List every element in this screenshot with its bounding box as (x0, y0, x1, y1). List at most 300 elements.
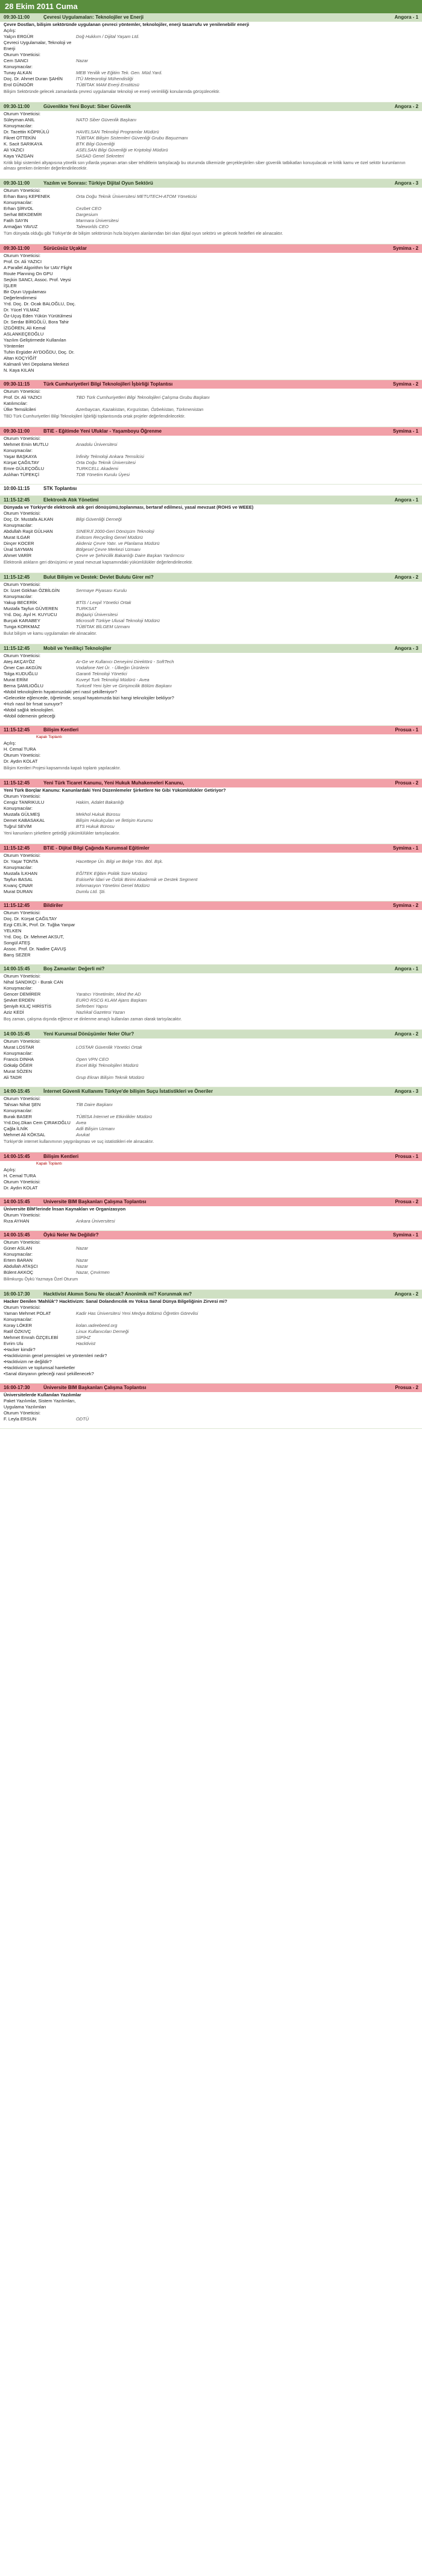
session-block (0, 496, 422, 573)
line-label: Cengiz TANRIKULU (4, 800, 45, 805)
line-value: Seferberi Yapısı (76, 1003, 109, 1009)
line-value: ASELSAN Bilgi Güvenliği ve Kriptoloji Müdürü (76, 147, 168, 153)
line-value (76, 582, 418, 588)
line-value: Boğaziçi Üniversitesi (76, 612, 118, 617)
session-line (0, 547, 422, 553)
session-line (0, 934, 422, 946)
line-value (76, 28, 418, 34)
session-title: Hacktivist Akımın Sonu Ne olacak? Anonimik mi? Korunmak mı? (43, 1291, 192, 1297)
line-label: Fatih SAYIN (4, 218, 28, 223)
line-value: Adli Bilişim Uzmanı (76, 1126, 115, 1131)
session-time: 11:15-12:45 (4, 497, 30, 503)
line-value (76, 1251, 418, 1258)
line-value: LOSTAR Güvenlik Yönetici Ortak (76, 1045, 142, 1050)
session-bar (0, 13, 422, 22)
line-label: Koray LÖKER (4, 1323, 33, 1328)
session-line (0, 218, 422, 224)
session-bullet: • Hacktivizm ve toplumsal hareketler (0, 1365, 422, 1371)
line-value: Avukat (76, 1132, 90, 1137)
line-value (76, 752, 418, 758)
line-value (76, 337, 418, 349)
session-line (0, 752, 422, 758)
session-time: 09:30-11:00 (4, 14, 30, 20)
session-title: Türk Cumhuriyetleri Bilgi Teknolojileri İşbirliği Toplantısı (43, 381, 173, 387)
line-value: Azerbaycan, Kazakistan, Kırgızistan, Özbekistan, Türkmenistan (76, 407, 204, 412)
line-label: Yaman Mehmet POLAT (4, 1311, 51, 1316)
line-label: Seçkin SANCI, Assoc. Prof. Veysi İŞLER (4, 277, 71, 288)
session-bar (0, 779, 422, 787)
line-label: Murat ILGAR (4, 535, 30, 540)
session-line (0, 853, 422, 859)
line-value (76, 1317, 418, 1323)
session-room: Prosua - 2 (395, 1199, 418, 1204)
session-line (0, 1069, 422, 1075)
session-line (0, 28, 422, 34)
session-line (0, 361, 422, 367)
session-line (0, 442, 422, 448)
line-label: Konuşmacılar: (4, 64, 33, 69)
session-bar (0, 1087, 422, 1096)
line-label: Oturum Yöneticisi: (4, 510, 41, 516)
line-label: Konuşmacılar: (4, 1251, 33, 1257)
session-bar (0, 1198, 422, 1206)
session-room: Angora - 1 (394, 497, 418, 503)
line-value: Anadolu Üniversitesi (76, 442, 118, 447)
session-line (0, 1010, 422, 1016)
session-line (0, 1045, 422, 1051)
session-line (0, 946, 422, 952)
line-label: Mustafa GÜLMEŞ (4, 812, 40, 817)
line-label: Ülke Temsilcileri (4, 407, 36, 412)
line-label: Murat LOSTAR (4, 1045, 34, 1050)
session-line (0, 259, 422, 265)
line-value: Microsoft Türkiye Ulusal Teknoloji Müdürü (76, 618, 160, 623)
line-value (76, 922, 418, 934)
line-value: Hacettepe Ün. Bilgi ve Belge Yön. Böl. Bşk. (76, 859, 163, 864)
line-value: EURO RSCG KLAM Ajans Başkanı (76, 997, 147, 1003)
line-value (76, 1239, 418, 1245)
line-label: Evrim Ulu (4, 1341, 24, 1346)
line-value (76, 594, 418, 600)
line-value (76, 1185, 418, 1191)
session-block (0, 573, 422, 644)
session-title: STK Toplantısı (43, 486, 77, 491)
line-label: Oturum Yöneticisi: (4, 973, 41, 979)
session-line (0, 910, 422, 916)
session-block (0, 380, 422, 427)
line-value (76, 436, 418, 442)
session-line (0, 582, 422, 588)
line-label: Fikret OTTEKİN (4, 135, 36, 141)
line-value: Nazar (76, 58, 89, 63)
session-line (0, 683, 422, 689)
session-room: Symima - 2 (392, 246, 418, 251)
line-value: Mekhol Hukuk Bürosu (76, 812, 121, 817)
session-line (0, 1179, 422, 1185)
line-value: Nazlıkal Gazetesi Yazarı (76, 1010, 125, 1015)
session-line (0, 82, 422, 88)
line-value (76, 806, 418, 812)
line-value: TÜBİTAK BİLGEM Uzmanı (76, 624, 130, 629)
line-label: Berna ŞAMLIOĞLU (4, 683, 43, 689)
session-block (0, 1030, 422, 1087)
line-value: BTK Bilgi Güvenliği (76, 141, 115, 147)
line-value: Çevre ve Şehircilik Bakanlığı Daire Başkan Yardımcısı (76, 553, 184, 558)
line-value (76, 946, 418, 952)
session-note: Bilimkurgu Öykü Yazmaya Özel Oturum (4, 1277, 78, 1282)
line-label: Konuşmacılar: (4, 806, 33, 811)
line-label: Oturum Yöneticisi: (4, 582, 41, 587)
session-bar (0, 1290, 422, 1299)
session-line (0, 188, 422, 194)
session-line (0, 472, 422, 478)
session-bullet: • Sanal dünyanın geleceği nasıl şekillenecek? (0, 1371, 422, 1377)
line-value (76, 200, 418, 206)
date-header-text: 28 Ekim 2011 Cuma (5, 2, 78, 11)
line-value: Marmara Üniversitesi (76, 218, 119, 223)
session-line (0, 277, 422, 289)
session-bullet: • Hacker kimdir? (0, 1347, 422, 1353)
session-line (0, 123, 422, 129)
session-line (0, 76, 422, 82)
line-label: Mustafa İLKHAN (4, 871, 37, 876)
session-line (0, 859, 422, 865)
session-bar (0, 902, 422, 910)
line-label: Oturum Yöneticisi: (4, 1096, 41, 1101)
line-label: Oturum Yöneticisi: (4, 1410, 41, 1416)
line-label: Ezgi CELİK, Prof. Dr. Tuğba Yanpar YELKEN (4, 922, 75, 933)
session-line (0, 758, 422, 765)
line-value (76, 253, 418, 259)
line-value: Eskisehir İdari ve Özlük Birimi Akademik ve Destek Segment (76, 877, 198, 882)
session-block (0, 485, 422, 496)
session-line (0, 319, 422, 337)
session-title: Universite BIM Başkanları Çalışma Toplantısı (43, 1199, 146, 1204)
line-label: Oturum Yöneticisi: (4, 793, 41, 799)
session-time: 14:00-15:45 (4, 1089, 30, 1094)
session-line (0, 991, 422, 997)
line-value (76, 916, 418, 922)
session-line (0, 883, 422, 889)
session-time: 16:00-17:30 (4, 1385, 30, 1390)
line-label: Dr. Serdar BİRGÖLÜ, Bora Tahir İZGÖREN, Ali Kemal ASLANKEÇEOĞLU (4, 319, 69, 337)
session-line (0, 877, 422, 883)
line-value: Bölgesel Çevre Merkezi Uzmanı (76, 547, 141, 552)
line-label: Emre GÜLEÇOĞLU (4, 466, 45, 471)
session-line (0, 588, 422, 594)
session-title: Çevresi Uygulamaları: Teknolojiler ve Enerji (43, 14, 144, 20)
session-line (0, 818, 422, 824)
line-label: N. Kaya KILAN (4, 367, 34, 373)
session-line (0, 985, 422, 991)
session-room: Prosua - 1 (395, 727, 418, 733)
line-label: Konuşmacılar: (4, 985, 33, 991)
session-subtitle: Çevre Dostları, bilişim sektöründe uygulanan çevreci yöntemler, teknolojiler, enerji tasarrufu ve yenilenebilir enerji (4, 22, 250, 27)
session-line (0, 1038, 422, 1045)
line-label: Şeniyih KILIÇ HIRİSTİS (4, 1003, 52, 1009)
session-line (0, 1329, 422, 1335)
session-line (0, 865, 422, 871)
line-label: Açılış: (4, 28, 16, 33)
line-value: Akdeniz Çevre Yatır. ve Planlama Müdürü (76, 541, 160, 546)
line-label: Katılımcılar: (4, 401, 28, 406)
line-label: Gencer DEMİRER (4, 991, 41, 997)
line-label: Yrd.Doç.Dkan Cem ÇIRAKOĞLU (4, 1120, 71, 1125)
session-line (0, 40, 422, 52)
line-value (76, 1167, 418, 1173)
line-value: ODTÜ (76, 1416, 89, 1422)
line-label: Yrd. Doç. Ayıl H. KUYUCU (4, 612, 57, 617)
session-line (0, 1317, 422, 1323)
line-value: İnfinity Teknoloji Ankara Temsilcisi (76, 454, 144, 459)
session-bar (0, 844, 422, 853)
session-block (0, 1384, 422, 1429)
session-block (0, 779, 422, 844)
line-label: Doç. Dr. Ahmet Duran ŞAHİN (4, 76, 63, 81)
session-line (0, 824, 422, 830)
line-value: TÜBİSA İnternet ve Etkinlikler Müdürü (76, 1114, 153, 1119)
line-value (76, 510, 418, 517)
line-value: Taleworlds CEO (76, 224, 109, 229)
session-time: 11:15-12:45 (4, 780, 30, 786)
line-value (76, 952, 418, 958)
session-line (0, 129, 422, 135)
line-label: Tahsan Nihat ŞEN (4, 1102, 41, 1107)
session-block (0, 244, 422, 380)
session-bar (0, 965, 422, 973)
line-value: TDB Yönetim Kurulu Üyesi (76, 472, 130, 477)
line-value: TÜBİTAK MAM Enerji Enstitüsü (76, 82, 139, 87)
session-line (0, 618, 422, 624)
line-value: NATO Siber Güvenlik Başkanı (76, 117, 137, 122)
line-label: Konuşmacılar: (4, 200, 33, 205)
line-label: Dr. Aydın KOLAT (4, 1185, 38, 1191)
session-line (0, 206, 422, 212)
session-line (0, 58, 422, 64)
session-time: 11:15-12:45 (4, 574, 30, 580)
session-line (0, 889, 422, 895)
session-line (0, 653, 422, 659)
line-value (76, 985, 418, 991)
line-value: Exitcom Recycling Genel Müdürü (76, 535, 143, 540)
session-line (0, 600, 422, 606)
line-value: EĞİTEK Eğitim Politik Süre Müdürü (76, 871, 147, 876)
session-title: Bulut Bilişim ve Destek: Devlet Bulutu Girer mi? (43, 574, 154, 580)
line-label: Kürşat ÇAĞILTAY (4, 460, 40, 465)
line-value: TURKCELL Akademi (76, 466, 119, 471)
session-time: 11:15-12:45 (4, 845, 30, 851)
session-block (0, 13, 422, 103)
session-line (0, 973, 422, 979)
line-label: Yrd. Doç. Dr. Ocak BALOĞLU, Doç. Dr. Yücel YILMAZ (4, 301, 76, 313)
session-room: Angora - 3 (394, 1089, 418, 1094)
line-value: Turkcell Yeni İşler ve Girişimcilik Bölüm Başkanı (76, 683, 172, 689)
session-time: 16:00-17:30 (4, 1291, 30, 1297)
line-value (76, 746, 418, 752)
line-value: TİB Daire Başkanı (76, 1102, 113, 1107)
session-line (0, 922, 422, 934)
line-value: Doğ Hukkım / Dijital Yaşam Ltd. (76, 34, 140, 39)
line-label: Oturum Yöneticisi: (4, 436, 41, 441)
session-bullet: • Mobil ödemenin geleceği (0, 713, 422, 719)
session-title: Öykü Neler Ne Değildir? (43, 1232, 99, 1238)
line-value: kolan.ıadeebeed.org (76, 1323, 118, 1328)
session-line (0, 265, 422, 277)
line-label: Oturum Yöneticisi: (4, 1305, 41, 1310)
session-bar (0, 380, 422, 389)
session-list (0, 13, 422, 1429)
session-subtitle: Üniversite BİM'lerinde İnsan Kaynakları ve Organizasyon (4, 1206, 126, 1212)
line-label: Nihal SANDIKÇI - Burak CAN (4, 979, 63, 985)
session-line (0, 1335, 422, 1341)
line-label: Prof. Dr. Ali YAZICI (4, 395, 42, 400)
session-bar (0, 244, 422, 253)
session-time: 11:15-12:45 (4, 646, 30, 651)
line-label: Paket Yazılımlar, Sistem Yazılımları, Uygulama Yazılımları (4, 1398, 76, 1410)
session-line (0, 1063, 422, 1069)
line-label: Tunga KORKMAZ (4, 624, 40, 629)
line-value: Dargesium (76, 212, 98, 217)
session-note: Yeni kanunların şirketlere getirdiği yükümlülükler tartışılacaktır. (4, 832, 121, 836)
line-label: Ünal SAYMAN (4, 547, 33, 552)
session-bullet: • Hacktivizm ne değildir? (0, 1359, 422, 1365)
session-line (0, 1410, 422, 1416)
line-value (76, 853, 418, 859)
session-line (0, 1114, 422, 1120)
session-room: Angora - 2 (394, 1031, 418, 1037)
line-value: TBD Türk Cumhuriyetleri Bilgi Teknolojileri Çalışma Grubu Başkanı (76, 395, 210, 400)
line-value (76, 265, 418, 277)
line-value (76, 52, 418, 58)
line-label: Öz-Uçuş Eden Yükün Yürütülmesi (4, 313, 72, 319)
session-title: Bilişim Kentleri (43, 1154, 79, 1159)
line-label: Ali TADR (4, 1075, 22, 1080)
session-line (0, 535, 422, 541)
session-title: BTiE - Eğitimde Yeni Ufuklar - Yaşamboyu Öğrenme (43, 428, 162, 434)
session-line (0, 448, 422, 454)
session-title: Üniversite BIM Başkanları Çalışma Toplantısı (43, 1385, 146, 1390)
line-value: Linux Kullanıcıları Derneği (76, 1329, 129, 1334)
line-label: Murat SÖZEN (4, 1069, 33, 1074)
line-label: Dr. Tacettin KÖPRÜLÜ (4, 129, 49, 135)
session-line (0, 1173, 422, 1179)
line-value: BTS Hukuk Bürosu (76, 824, 115, 829)
session-block (0, 726, 422, 779)
line-label: Dr. İzzet Gökhan ÖZBİLGİN (4, 588, 60, 593)
line-value (76, 111, 418, 117)
line-value (76, 349, 418, 361)
session-line (0, 740, 422, 746)
line-label: Yrd. Doç. Dr. Mehmet AKSUT, Songül ATEŞ (4, 934, 65, 946)
line-label: Erhan Barış KEPENEK (4, 194, 51, 199)
line-label: Tuğrul SEVİM (4, 824, 32, 829)
line-label: Erhan ŞİRVOL (4, 206, 34, 211)
session-line (0, 1341, 422, 1347)
session-title: İnternet Güvenli Kullanımı Türkiye'de bilişim Suçu İstatistikleri ve Öneriler (43, 1089, 213, 1094)
session-room: Symima - 1 (392, 1232, 418, 1238)
line-value: Dumlu Ltd. Şti. (76, 889, 106, 894)
line-value (76, 865, 418, 871)
line-value: Bilgi Güvenliği Derneği (76, 517, 122, 522)
session-line (0, 194, 422, 200)
line-value: Nazar, Çevirmen (76, 1270, 110, 1275)
line-value: Excel Bilgi Teknolojileri Müdürü (76, 1063, 139, 1068)
line-value (76, 1096, 418, 1102)
session-line (0, 367, 422, 374)
session-line (0, 1270, 422, 1276)
line-value (76, 301, 418, 313)
line-label: Armağan YAVUZ (4, 224, 38, 229)
session-block (0, 902, 422, 965)
line-value (76, 1051, 418, 1057)
session-line (0, 1212, 422, 1218)
session-line (0, 1126, 422, 1132)
line-label: Konuşmacılar: (4, 1317, 33, 1322)
line-value (76, 1398, 418, 1410)
line-value: TÜBİTAK Bilişim Sistemleri Güvenliği Grubu Başuzmanı (76, 135, 188, 141)
line-label: Oturum Yöneticisi: (4, 653, 41, 658)
line-value (76, 448, 418, 454)
line-label: Konuşmacılar: (4, 1108, 33, 1113)
session-line (0, 812, 422, 818)
session-bar (0, 644, 422, 653)
line-label: Assoc. Prof. Dr. Nadire ÇAVUŞ (4, 946, 66, 952)
line-label: Yazılım Geliştirmede Kullanılan Yöntemler (4, 337, 66, 349)
line-label: Bülent AKKOÇ (4, 1270, 34, 1275)
line-label: Dr. Yaşar TONTA (4, 859, 39, 864)
session-line (0, 553, 422, 559)
session-line (0, 806, 422, 812)
session-bar (0, 103, 422, 111)
session-line (0, 1305, 422, 1311)
line-label: Mehmet Ali KÖKSAL (4, 1132, 46, 1137)
session-block (0, 1231, 422, 1290)
session-line (0, 1120, 422, 1126)
session-line (0, 523, 422, 529)
session-line (0, 746, 422, 752)
session-title: Mobil ve Yenilikçi Teknolojiler (43, 646, 112, 651)
line-value: Vodafone Net Ür. - Ülkeğin Ürünlerin (76, 665, 150, 670)
line-value: Kuveyt Turk Teknoloji Müdürü - Avea (76, 677, 150, 682)
session-time: 09:30-11:00 (4, 180, 30, 186)
line-value (76, 1305, 418, 1311)
session-line (0, 212, 422, 218)
session-room: Symima - 1 (392, 845, 418, 851)
line-label: Oturum Yöneticisi: (4, 910, 41, 915)
session-line (0, 401, 422, 407)
session-line (0, 111, 422, 117)
line-value: Avea (76, 1120, 86, 1125)
line-label: Ertem BARAN (4, 1258, 33, 1263)
session-block (0, 1290, 422, 1384)
line-value (76, 1179, 418, 1185)
session-note: Türkiye'de internet kullanımının yaygınlaşması ve suç istatistikleri ele alınacaktır. (4, 1140, 154, 1144)
session-line (0, 1096, 422, 1102)
session-note: Bilişim Sektöründe gelecek zamanlarda çevreci uygulamalar teknoloji ve enerji verimliliği konularında görüşülecektir. (4, 90, 221, 94)
line-value: Grup Ekran Bilişim Teknik Müdürü (76, 1075, 145, 1080)
session-line (0, 313, 422, 319)
line-value (76, 979, 418, 985)
line-label: Rıza AYHAN (4, 1218, 30, 1224)
session-note: Tüm dünyada olduğu gibi Türkiye'de de bilişim sektörünün hızla büyüyen alanlarından biri olan dijital oyun sektörü ve gelecek hedefleri ele alınacaktır. (4, 232, 283, 236)
line-value: BTİS / Lexpil Yönetici Ortak (76, 600, 131, 605)
line-label: Doç. Dr. Mustafa ALKAN (4, 517, 54, 522)
line-label: Abdullah ATAŞCI (4, 1264, 38, 1269)
line-label: H. Cemal TURA (4, 746, 36, 752)
session-line (0, 606, 422, 612)
session-note: Elektronik atıkların geri dönüşümü ve yasal mevzuat kapsamındaki yükümlülükler değerlendirilecektir. (4, 561, 193, 565)
session-line (0, 153, 422, 159)
